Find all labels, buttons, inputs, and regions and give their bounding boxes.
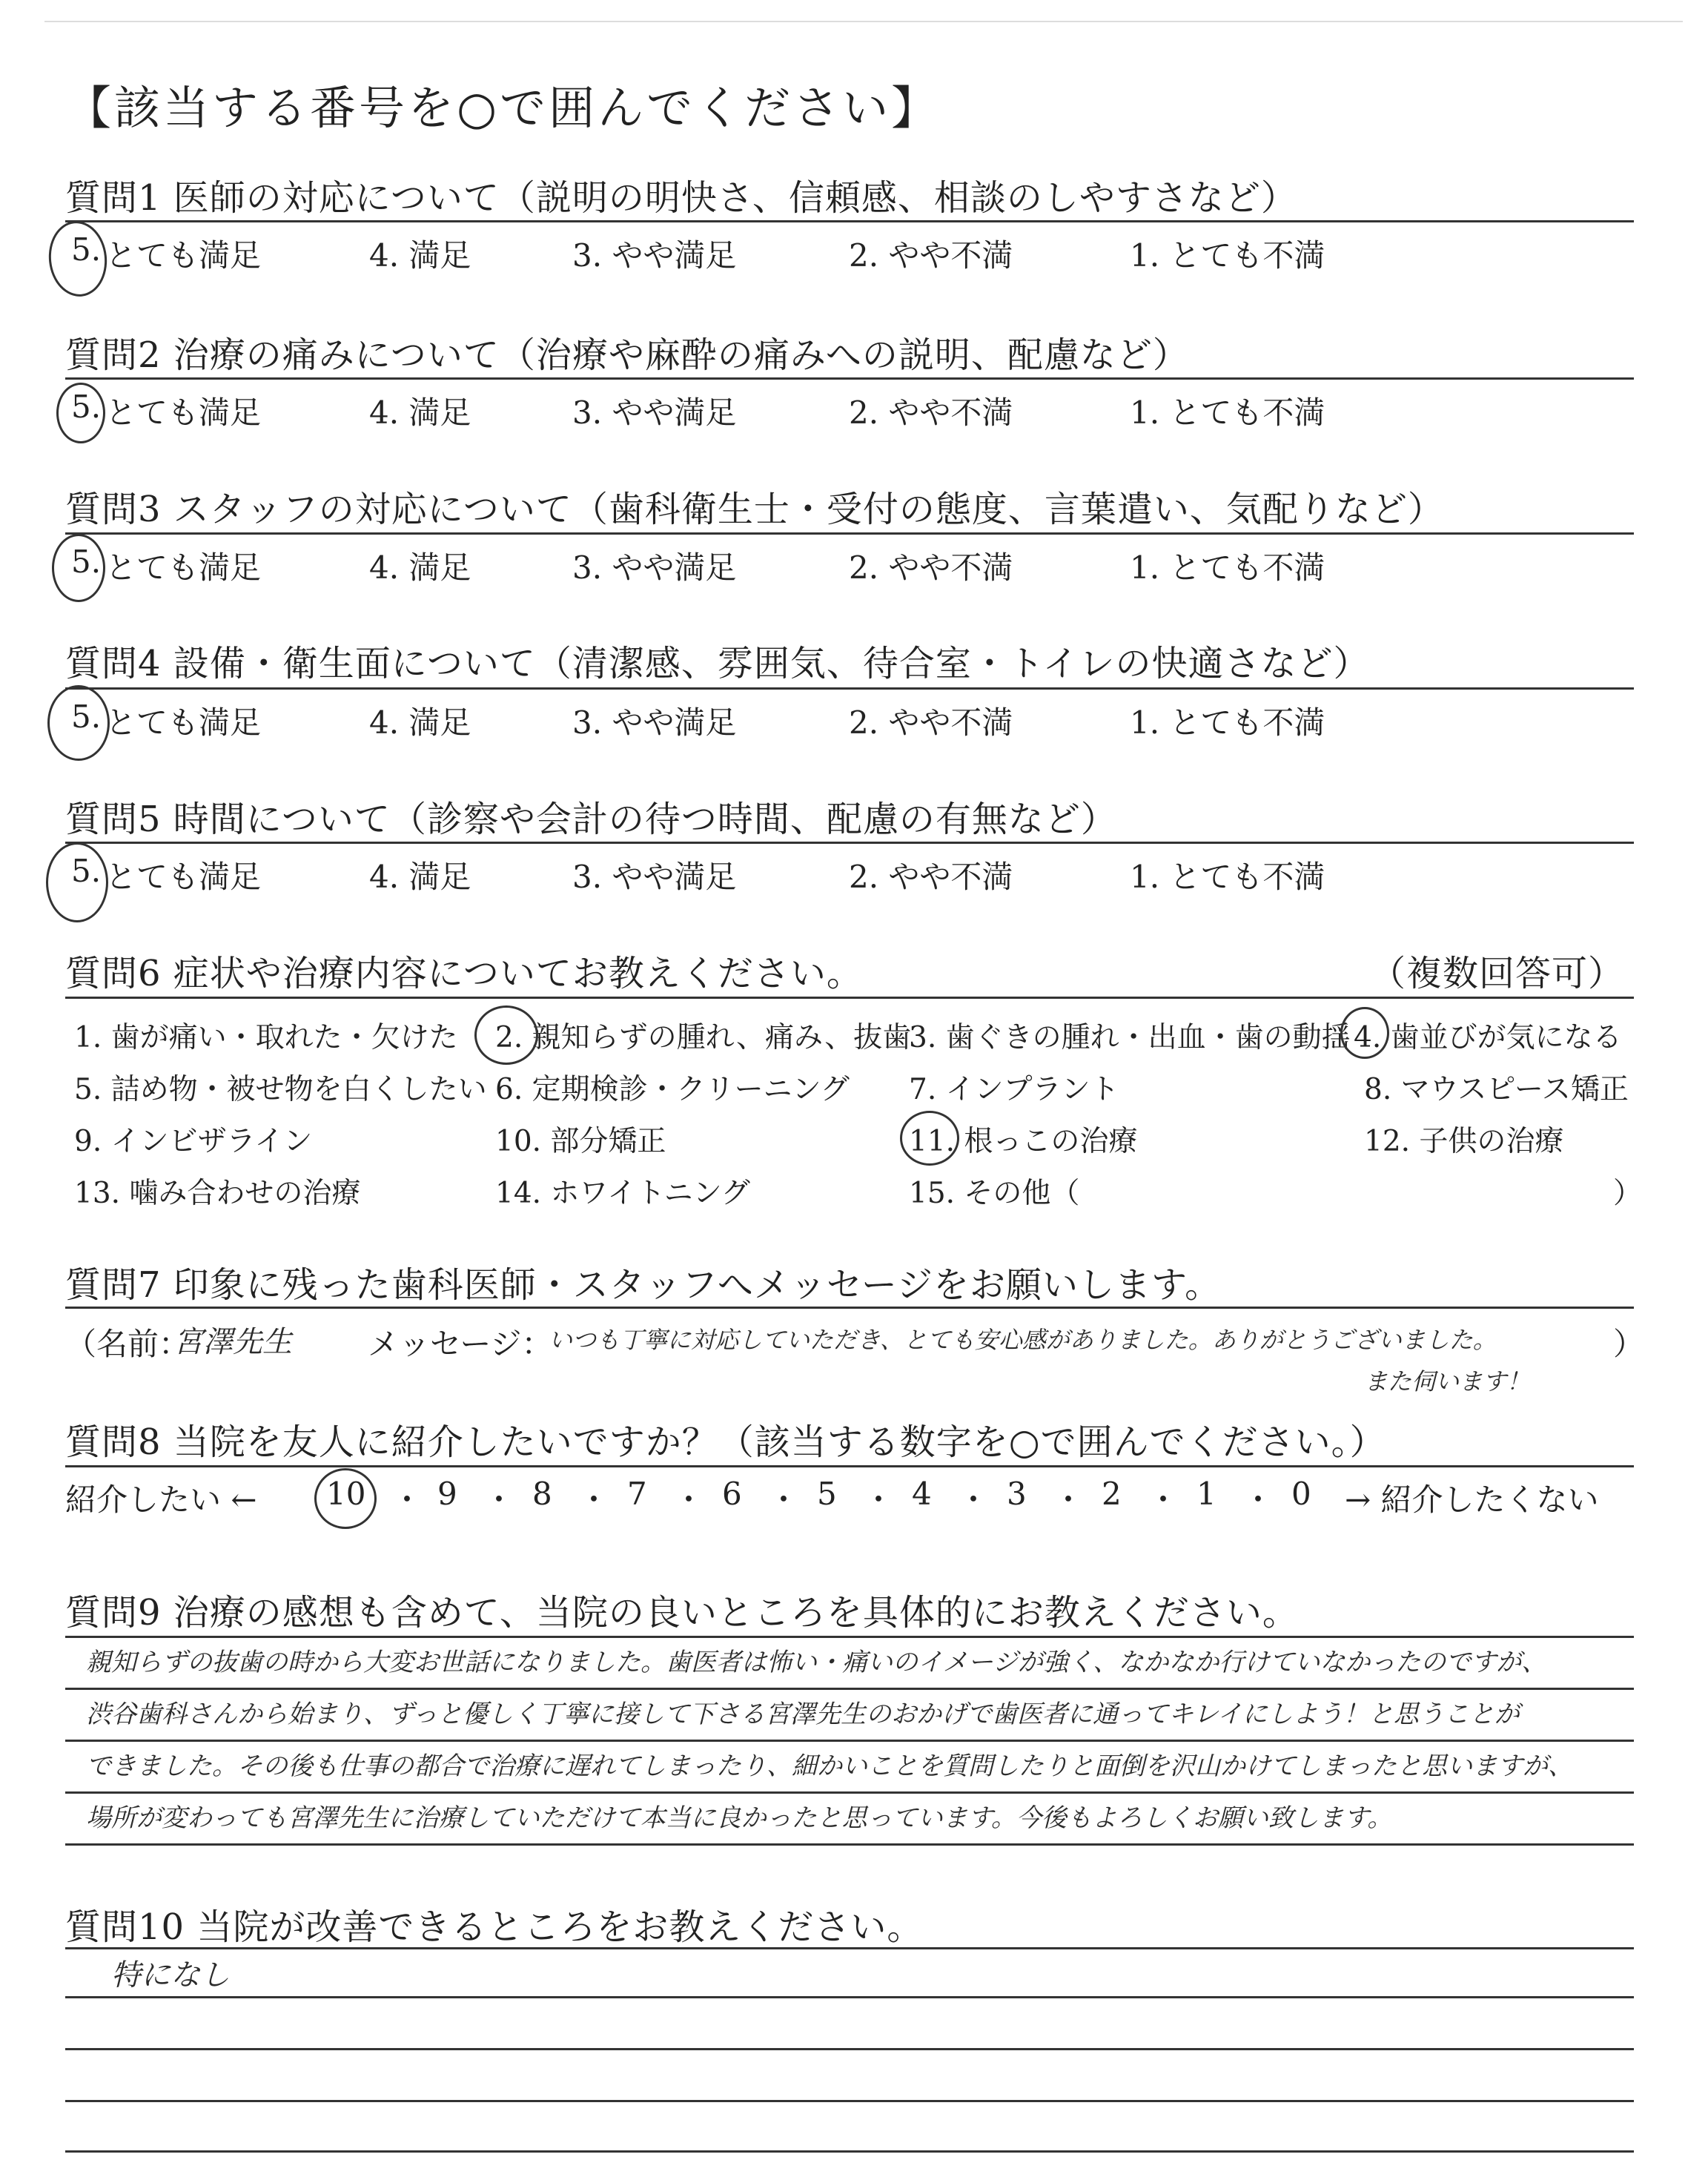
- scale-value[interactable]: 3: [1007, 1476, 1027, 1512]
- question-4-rule: [65, 687, 1634, 690]
- selection-circle: [314, 1468, 377, 1529]
- question-9-title: 質問9 治療の感想も含めて、当院の良いところを具体的にお教えください。: [65, 1592, 1299, 1634]
- option-5[interactable]: 5.: [71, 389, 102, 425]
- symptom-option[interactable]: 11. 根っこの治療: [909, 1125, 1138, 1158]
- option-5[interactable]: 5.: [71, 544, 102, 580]
- option-1[interactable]: 1. とても不満: [1130, 394, 1325, 431]
- option-4[interactable]: 4. 満足: [369, 704, 471, 741]
- top-border: [44, 21, 1683, 22]
- option-5-label: とても満足: [105, 549, 262, 586]
- option-2[interactable]: 2. やや不満: [849, 704, 1013, 741]
- option-4[interactable]: 4. 満足: [369, 859, 471, 895]
- improvement-answer[interactable]: 特になし: [111, 1958, 230, 1992]
- question-3-rule: [65, 532, 1634, 535]
- scale-value[interactable]: 2: [1102, 1476, 1122, 1512]
- message-value[interactable]: いつも丁寧に対応していただき、とても安心感がありました。ありがとうございました。: [549, 1326, 1497, 1354]
- option-1[interactable]: 1. とても不満: [1130, 237, 1325, 274]
- option-4[interactable]: 4. 満足: [369, 549, 471, 586]
- scale-value[interactable]: 10: [326, 1476, 366, 1512]
- selection-circle: [46, 842, 108, 922]
- question-2-title: 質問2 治療の痛みについて（治療や麻酔の痛みへの説明、配慮など）: [65, 334, 1189, 376]
- scale-separator: ・: [958, 1482, 990, 1518]
- question-6-note: （複数回答可）: [1370, 953, 1625, 994]
- symptom-option[interactable]: 13. 噛み合わせの治療: [74, 1177, 361, 1210]
- selection-circle: [1340, 1007, 1389, 1059]
- question-4-title: 質問4 設備・衛生面について（清潔感、雰囲気、待合室・トイレの快適さなど）: [65, 643, 1370, 684]
- scale-separator: ・: [578, 1482, 610, 1518]
- question-8-title: 質問8 当院を友人に紹介したいですか？（該当する数字を○で囲んでください。）: [65, 1421, 1386, 1463]
- message-close-paren: ）: [1613, 1326, 1645, 1362]
- symptom-option[interactable]: 9. インビザライン: [74, 1125, 313, 1158]
- scale-separator: ・: [391, 1482, 423, 1518]
- question-10-title: 質問10 当院が改善できるところをお教えください。: [65, 1906, 924, 1948]
- symptom-option[interactable]: 8. マウスピース矯正: [1364, 1073, 1629, 1106]
- scale-value[interactable]: 9: [437, 1476, 457, 1512]
- selection-circle: [900, 1111, 959, 1166]
- answer-text-line[interactable]: 場所が変わっても宮澤先生に治療していただけて本当に良かったと思っています。今後もよろしくお願い致します。: [86, 1803, 1393, 1833]
- option-1[interactable]: 1. とても不満: [1130, 549, 1325, 586]
- message-value-2[interactable]: また伺います！: [1364, 1367, 1531, 1396]
- option-3[interactable]: 3. やや満足: [572, 394, 737, 431]
- answer-line: [65, 2100, 1634, 2102]
- scale-value[interactable]: 7: [627, 1476, 647, 1512]
- selection-circle: [474, 1005, 538, 1065]
- symptom-option[interactable]: 4. 歯並びが気になる: [1354, 1021, 1622, 1054]
- scale-value[interactable]: 1: [1196, 1476, 1217, 1512]
- question-9-rule: [65, 1636, 1634, 1638]
- answer-line: [65, 1843, 1634, 1846]
- option-3[interactable]: 3. やや満足: [572, 549, 737, 586]
- option-3[interactable]: 3. やや満足: [572, 859, 737, 895]
- option-5[interactable]: 5.: [71, 698, 102, 735]
- question-6-title: 質問6 症状や治療内容についてお教えください。: [65, 953, 863, 994]
- option-3[interactable]: 3. やや満足: [572, 237, 737, 274]
- question-8-rule: [65, 1465, 1634, 1467]
- question-2-rule: [65, 377, 1634, 380]
- option-4[interactable]: 4. 満足: [369, 237, 471, 274]
- option-4[interactable]: 4. 満足: [369, 394, 471, 431]
- symptom-option[interactable]: 1. 歯が痛い・取れた・欠けた: [74, 1021, 458, 1054]
- question-5-rule: [65, 842, 1634, 844]
- scale-separator: ・: [483, 1482, 515, 1518]
- answer-line: [65, 1791, 1634, 1794]
- scale-separator: ・: [673, 1482, 705, 1518]
- option-5-label: とても満足: [105, 859, 262, 895]
- question-6-rule: [65, 997, 1634, 999]
- page-heading: 【該当する番号を○で囲んでください】: [65, 81, 941, 135]
- option-2[interactable]: 2. やや不満: [849, 394, 1013, 431]
- symptom-option[interactable]: 3. 歯ぐきの腫れ・出血・歯の動揺: [909, 1021, 1351, 1054]
- scale-value[interactable]: 6: [722, 1476, 742, 1512]
- selection-circle: [47, 685, 110, 761]
- symptom-option[interactable]: 15. その他（: [909, 1177, 1080, 1210]
- answer-text-line[interactable]: 親知らずの抜歯の時から大変お世話になりました。歯医者は怖い・痛いのイメージが強く、なかなか行けていなかったのですが、: [86, 1648, 1547, 1677]
- recommend-right-label: → 紹介したくない: [1345, 1482, 1599, 1518]
- question-7-title: 質問7 印象に残った歯科医師・スタッフへメッセージをお願いします。: [65, 1264, 1222, 1306]
- answer-line: [65, 1688, 1634, 1690]
- selection-circle: [52, 534, 105, 602]
- symptom-option[interactable]: 5. 詰め物・被せ物を白くしたい: [74, 1073, 487, 1106]
- question-7-rule: [65, 1307, 1634, 1309]
- other-close-paren: ）: [1613, 1177, 1643, 1210]
- recommend-left-label: 紹介したい ←: [65, 1482, 257, 1518]
- message-label: メッセージ：: [368, 1326, 553, 1362]
- symptom-option[interactable]: 14. ホワイトニング: [495, 1177, 750, 1210]
- question-1-title: 質問1 医師の対応について（説明の明快さ、信頼感、相談のしやすさなど）: [65, 177, 1297, 219]
- symptom-option[interactable]: 2. 親知らずの腫れ、痛み、抜歯: [495, 1021, 912, 1054]
- symptom-option[interactable]: 10. 部分矯正: [495, 1125, 666, 1158]
- answer-text-line[interactable]: できました。その後も仕事の都合で治療に遅れてしまったり、細かいことを質問したりと面倒を沢山かけてしまったと思いますが、: [86, 1751, 1573, 1781]
- question-5-title: 質問5 時間について（診察や会計の待つ時間、配慮の有無など）: [65, 799, 1117, 840]
- option-5[interactable]: 5.: [71, 231, 102, 268]
- scale-separator: ・: [1242, 1482, 1274, 1518]
- option-3[interactable]: 3. やや満足: [572, 704, 737, 741]
- name-label: （名前：: [65, 1326, 191, 1362]
- answer-line: [65, 1996, 1634, 1998]
- scale-value[interactable]: 5: [817, 1476, 837, 1512]
- symptom-option[interactable]: 12. 子供の治療: [1364, 1125, 1564, 1158]
- question-1-rule: [65, 220, 1634, 222]
- scale-value[interactable]: 4: [912, 1476, 932, 1512]
- name-value[interactable]: 宮澤先生: [173, 1325, 292, 1359]
- answer-text-line[interactable]: 渋谷歯科さんから始まり、ずっと優しく丁寧に接して下さる宮澤先生のおかげで歯医者に通ってキレイにしよう！と思うことが: [86, 1700, 1520, 1729]
- option-1[interactable]: 1. とても不満: [1130, 704, 1325, 741]
- symptom-option[interactable]: 7. インプラント: [909, 1073, 1119, 1106]
- option-5-label: とても満足: [105, 237, 262, 274]
- option-5-label: とても満足: [105, 704, 262, 741]
- answer-line: [65, 2150, 1634, 2153]
- question-10-rule: [65, 1947, 1634, 1949]
- question-3-title: 質問3 スタッフの対応について（歯科衛生士・受付の態度、言葉遣い、気配りなど）: [65, 489, 1444, 530]
- symptom-option[interactable]: 6. 定期検診・クリーニング: [495, 1073, 850, 1106]
- option-2[interactable]: 2. やや不満: [849, 859, 1013, 895]
- selection-circle: [45, 218, 110, 300]
- scale-separator: ・: [1053, 1482, 1085, 1518]
- option-5-label: とても満足: [105, 394, 262, 431]
- answer-line: [65, 2048, 1634, 2050]
- option-2[interactable]: 2. やや不満: [849, 549, 1013, 586]
- selection-circle: [56, 383, 105, 443]
- scale-value[interactable]: 8: [532, 1476, 552, 1512]
- scale-value[interactable]: 0: [1291, 1476, 1311, 1512]
- scale-separator: ・: [863, 1482, 895, 1518]
- option-1[interactable]: 1. とても不満: [1130, 859, 1325, 895]
- answer-line: [65, 1740, 1634, 1742]
- option-5[interactable]: 5.: [71, 853, 102, 889]
- scale-separator: ・: [768, 1482, 800, 1518]
- scale-separator: ・: [1148, 1482, 1179, 1518]
- option-2[interactable]: 2. やや不満: [849, 237, 1013, 274]
